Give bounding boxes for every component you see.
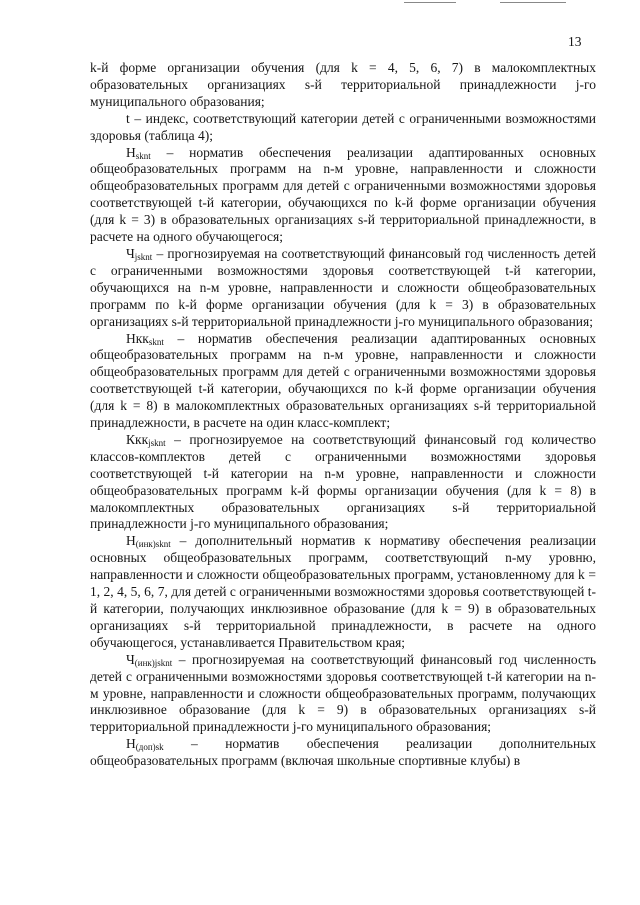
formula-subscript: sknt [135, 150, 151, 161]
paragraph-h-dop-sk [90, 736, 596, 770]
formula-symbol: Н [126, 144, 136, 160]
formula-subscript: sknt [148, 336, 164, 347]
formula-subscript: (инк)sknt [135, 539, 171, 550]
paragraph-kkk-jsknt [90, 432, 596, 533]
paragraph-text: k-й форме организации обучения (для k = 4, 5, 6, 7) в малокомплектных образовательных организациях s-й территориальной принадлежности j-го муниципального образования; [90, 60, 596, 109]
paragraph-text: – норматив обеспечения реализации адаптированных основных общеобразовательных программ на n-м уровне, направленности и сложности общеобразовательных программ для детей с ограниченными возможностями здоровья соответствующей t-й категории, обучающихся по k-й форме организации обучения (для k = 8) в малокомплектных образовательных организациях s-й территориальной принадлежности, в расчете на один класс-комплект; [90, 330, 596, 431]
paragraph-text: – прогнозируемая на соответствующий финансовый год численность детей с ограниченными возможностями здоровья соответствующей t-й категории на n-м уровне, направленности и сложности общеобразовательных программ, получающих инклюзивное образование (для k = 9) в образовательных организациях s-й территориальной принадлежности j-го муниципального образования; [90, 651, 596, 735]
formula-symbol: Нкк [126, 330, 149, 346]
formula-symbol: Ч [126, 245, 135, 261]
paragraph-hkk-sknt [90, 331, 596, 432]
paragraph-index-t [90, 111, 596, 145]
formula-symbol: Ч [126, 651, 135, 667]
paragraph-text: – норматив обеспечения реализации адаптированных основных общеобразовательных программ на n-м уровне, направленности и сложности общеобразовательных программ для детей с ограниченными возможностями здоровья соответствующей t-й категории, обучающихся по k-й форме организации обучения (для k = 3) в образовательных организациях s-й территориальной принадлежности, в расчете на одного обучающегося; [90, 144, 596, 245]
page-number: 13 [568, 34, 582, 49]
paragraph-ch-jsknt [90, 246, 596, 331]
formula-symbol: Н [126, 533, 136, 549]
formula-subscript: (инк)jsknt [134, 657, 173, 668]
paragraph-text: – прогнозируемая на соответствующий финансовый год численность детей с ограниченными возможностями здоровья соответствующей t-й категории, обучающихся на n-м уровне, направленности и сложности общеобразовательных программ по k-й форме организации обучения (для k = 3) в образовательных организациях s-й территориальной принадлежности j-го муниципального образования; [90, 245, 596, 329]
formula-subscript: (доп)sk [135, 742, 164, 753]
paragraph-text: t – индекс, соответствующий категории детей с ограниченными возможностями здоровья (таблица 4); [90, 110, 596, 143]
paragraph-text: – норматив обеспечения реализации дополнительных общеобразовательных программ (включая школьные спортивные клубы) в [90, 736, 596, 769]
paragraph-h-sknt [90, 145, 596, 246]
formula-symbol: Н [126, 736, 136, 752]
body-text [90, 60, 596, 770]
formula-symbol: Ккк [126, 431, 149, 447]
paragraph-ch-ink-jsknt [90, 652, 596, 737]
formula-subscript: jsknt [148, 437, 166, 448]
formula-subscript: jsknt [134, 251, 153, 262]
paragraph-h-ink-sknt [90, 533, 596, 651]
paragraph-continuation [90, 60, 596, 111]
paragraph-text: – прогнозируемое на соответствующий финансовый год количество классов-комплектов детей с ограниченными возможностями здоровья соответствующей t-й категории на n-м уровне, направленности и сложности общеобразовательных программ k-й формы организации обучения (для k = 8) в малокомплектных образовательных организациях s-й территориальной принадлежности j-го муниципального образования; [90, 431, 596, 532]
paragraph-text: – дополнительный норматив к нормативу обеспечения реализации основных общеобразовательных программ, соответствующий n-му уровню, направленности и сложности общеобразовательных программ, установленному для k = 1, 2, 4, 5, 6, 7, для детей с ограниченными возможностями здоровья соответствующей t-й категории, получающих инклюзивное образование (для k = 9) в образовательных организациях s-й территориальной принадлежности, в расчете на одного обучающегося, устанавливается Правительством края; [90, 533, 596, 650]
top-edge-lines [0, 0, 640, 6]
